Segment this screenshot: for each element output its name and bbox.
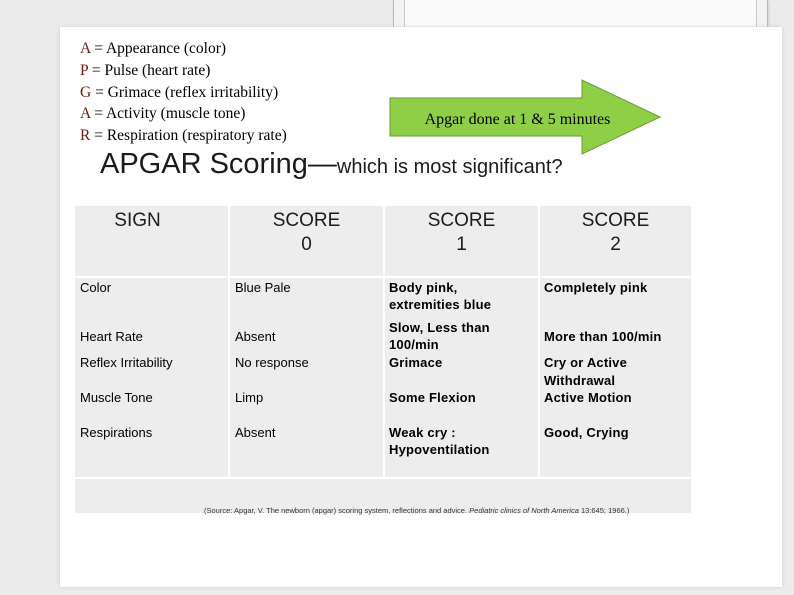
source-text: (Source: Apgar, V. The newborn (apgar) scoring system, reflections and advice.	[204, 506, 470, 515]
cell-heart-rate-score-1: Slow, Less than 100/min	[389, 320, 490, 352]
arrow-label: Apgar done at 1 & 5 minutes	[424, 111, 611, 128]
source-citation	[204, 506, 629, 515]
mnemonic-line	[80, 125, 287, 147]
mnemonic-letter: R	[80, 127, 91, 145]
cell-sign-muscle-tone: Muscle Tone	[80, 390, 153, 405]
mnemonic-letter: A	[80, 105, 91, 123]
apgar-table	[75, 206, 691, 513]
header-score-value: 2	[610, 234, 621, 255]
mnemonic-text: = Activity (muscle tone)	[90, 105, 246, 123]
cell-color-score-0: Blue Pale	[235, 280, 291, 295]
mnemonic-letter: G	[80, 83, 92, 101]
mnemonic-letter: P	[80, 61, 89, 79]
source-text-end: 13:645; 1966.)	[578, 506, 630, 515]
header-text: SCORE	[581, 210, 650, 231]
cell-reflex-score-2: Cry or Active	[544, 355, 628, 370]
header-cell-score-1	[385, 206, 538, 276]
mnemonic-line	[80, 60, 287, 82]
cell-heart-rate-score-0: Absent	[235, 329, 276, 344]
cell-sign-reflex: Reflex Irritability	[80, 355, 173, 370]
cell-reflex-score-1: Grimace	[389, 355, 443, 370]
header-cell-sign	[75, 206, 228, 276]
header-text: SCORE	[272, 210, 341, 231]
mnemonic-line	[80, 103, 287, 125]
header-score-value: 1	[456, 234, 467, 255]
mnemonic-line	[80, 82, 287, 104]
cell-sign-color: Color	[80, 280, 112, 295]
header-text: SIGN	[114, 210, 161, 231]
cell-sign-heart-rate: Heart Rate	[80, 329, 143, 344]
cell-sign-respirations: Respirations	[80, 425, 153, 440]
source-journal: Pediatric clinics of North America	[469, 506, 579, 515]
mnemonic-text: = Appearance (color)	[90, 40, 227, 57]
cell-reflex-score-0: No response	[235, 355, 309, 370]
title-sub: which is most significant?	[336, 156, 563, 178]
cell-respirations-score-0: Absent	[235, 425, 276, 440]
title-main: APGAR Scoring—	[100, 148, 337, 180]
column-sign	[75, 278, 228, 477]
apgar-mnemonic	[80, 38, 287, 147]
cell-muscle-tone-score-1: Some Flexion	[389, 390, 476, 405]
header-cell-score-0	[230, 206, 383, 276]
mnemonic-text: = Respiration (respiratory rate)	[90, 127, 287, 145]
cell-color-score-1: Body pink, extremities blue	[389, 280, 492, 312]
slide-title	[100, 148, 563, 181]
cell-heart-rate-score-2: More than 100/min	[544, 329, 662, 344]
cell-muscle-tone-score-2: Withdrawal Active Motion	[544, 373, 632, 405]
header-text: SCORE	[427, 210, 496, 231]
cell-color-score-2: Completely pink	[544, 280, 648, 295]
cell-muscle-tone-score-0: Limp	[235, 390, 264, 405]
cell-respirations-score-1: Weak cry : Hypoventilation	[389, 425, 490, 457]
header-cell-score-2	[540, 206, 691, 276]
header-score-value: 0	[301, 234, 312, 255]
mnemonic-text: = Pulse (heart rate)	[88, 61, 211, 79]
cell-respirations-score-2: Good, Crying	[544, 425, 629, 440]
mnemonic-letter: A	[80, 40, 91, 57]
mnemonic-text: = Grimace (reflex irritability)	[91, 83, 279, 101]
mnemonic-line	[80, 38, 287, 60]
column-score-0	[230, 278, 383, 477]
